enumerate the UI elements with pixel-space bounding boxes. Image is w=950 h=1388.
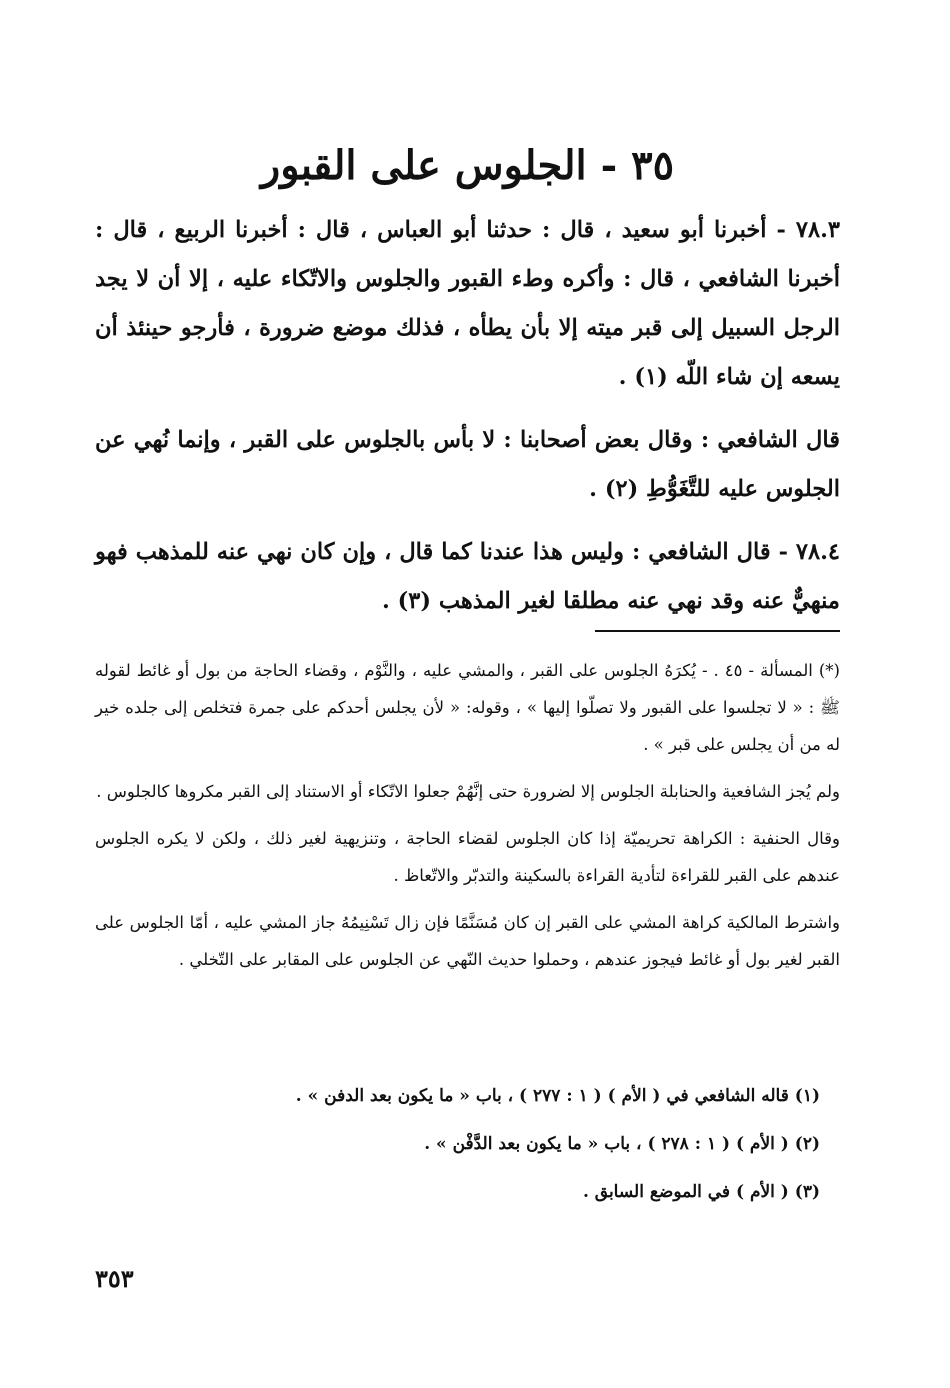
shafii-paragraph: قال الشافعي : وقال بعض أصحابنا : لا بأس بالجلوس على القبر ، وإنما نُهي عن الجلوس عليه للتَّغَوُّطِ (٢) . [95, 427, 840, 502]
note-paragraph: (*) المسألة - ٤٥ . - يُكرَهُ الجلوس على القبر ، والمشي عليه ، والنَّوْم ، وقضاء الحاجة من بول أو غائط لقوله ﷺ : « لا تجلسوا على القبور ولا تصلّوا إليها » ، وقوله: « لأن يجلس أحدكم على جمرة فتخلص إلى جلده خير له من أن يجلس على قبر » . [95, 661, 840, 754]
note-paragraph: ولم يُجز الشافعية والحنابلة الجلوس إلا لضرورة حتى إنَّهُمْ جعلوا الاتّكاء أو الاستناد إلى القبر مكروها كالجلوس . [96, 782, 840, 801]
hadith-paragraph-783: ٧٨.٣ - أخبرنا أبو سعيد ، قال : حدثنا أبو العباس ، قال : أخبرنا الربيع ، قال : أخبرنا الشافعي ، قال : وأكره وطء القبور والجلوس والاتّكاء عليه ، إلا أن لا يجد الرجل السبيل إلى قبر ميته إلا بأن يطأه ، فذلك موضع ضرورة ، فأرجو حينئذ أن يسعه إن شاء اللّه (١) . [95, 217, 840, 390]
chapter-title: ٣٥ - الجلوس على القبور [260, 142, 675, 189]
note-paragraph: وقال الحنفية : الكراهة تحريميّة إذا كان الجلوس لقضاء الحاجة ، وتنزيهية لغير ذلك ، ولكن لا يكره الجلوس عندهم على القبر للقراءة لتأدية القراءة بالسكينة والتدبّر والاتّعاظ . [95, 829, 840, 885]
page-number: ٣٥٣ [95, 1264, 134, 1293]
commentary-notes [95, 652, 840, 988]
note-paragraph: واشترط المالكية كراهة المشي على القبر إن كان مُسَنَّمًا فإن زال تَسْنِيمُهُ جاز المشي عليه ، أمّا الجلوس على القبر لغير بول أو غائط فيجوز عندهم ، وحملوا حديث النّهي عن الجلوس على المقابر على التّخلي . [95, 913, 840, 969]
footnotes [95, 1075, 820, 1219]
main-text [95, 206, 840, 640]
hadith-paragraph-784: ٧٨.٤ - قال الشافعي : وليس هذا عندنا كما قال ، وإن كان نهي عنه للمذهب فهو منهيٌّ عنه وقد نهي عنه مطلقا لغير المذهب (٣) . [95, 539, 840, 614]
footnote-1: (١) قاله الشافعي في ( الأم ) ( ١ : ٢٧٧ ) ، باب « ما يكون بعد الدفن » . [295, 1086, 820, 1106]
footnote-2: (٢) ( الأم ) ( ١ : ٢٧٨ ) ، باب « ما يكون بعد الدَّفْن » . [424, 1134, 820, 1154]
footnote-separator [595, 630, 840, 632]
book-page [95, 0, 840, 1388]
footnote-3: (٣) ( الأم ) في الموضع السابق . [582, 1182, 820, 1202]
